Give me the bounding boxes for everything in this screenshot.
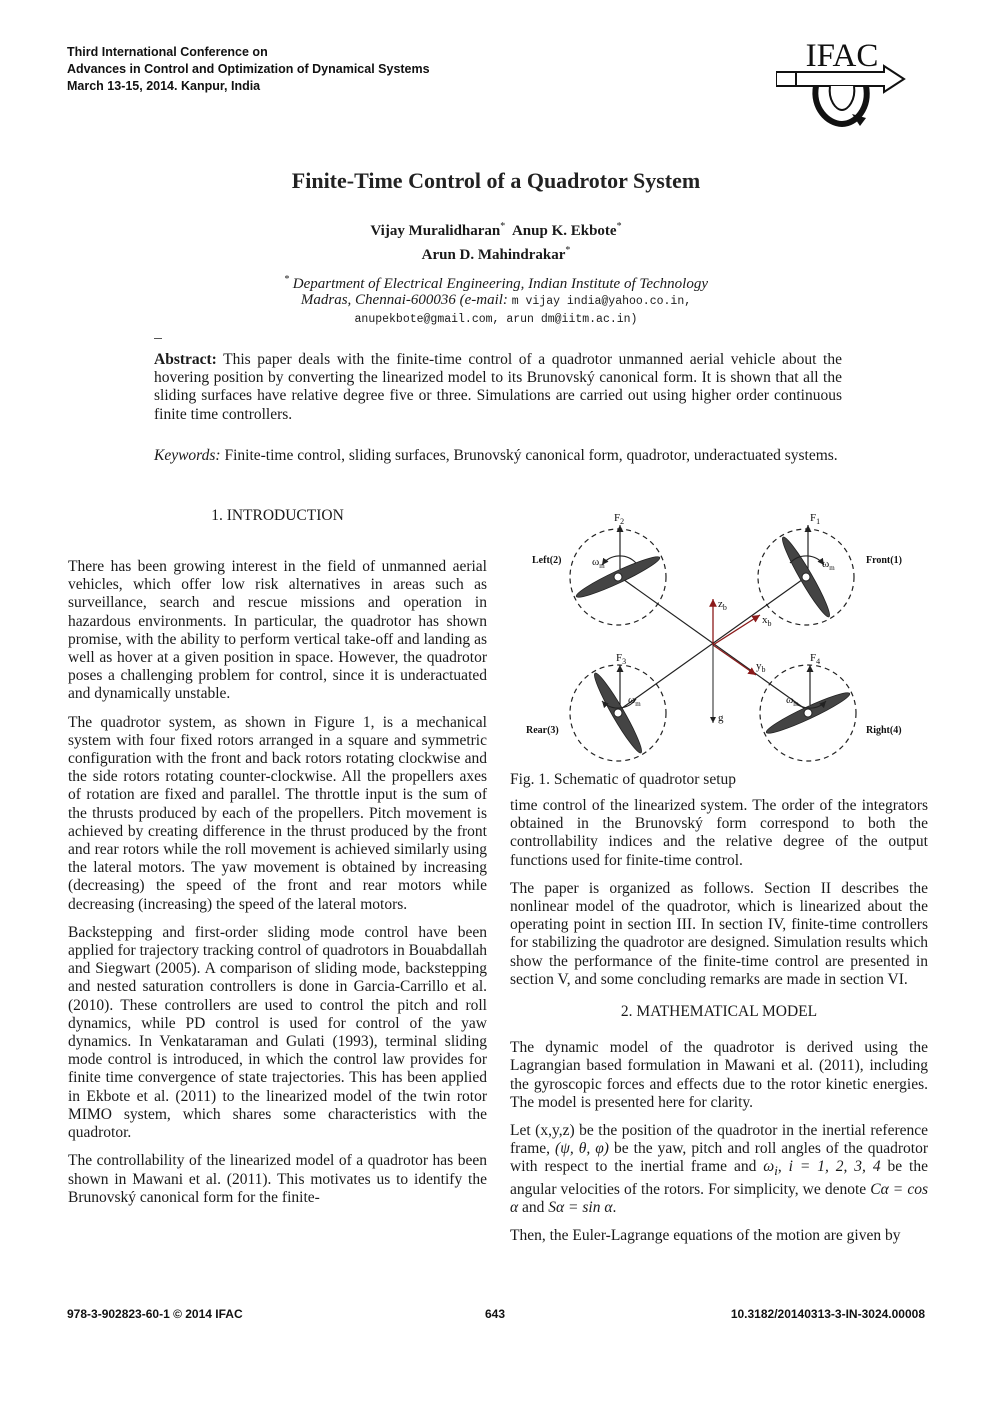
label-left-rotor: Left(2) [532,555,562,566]
authors-line-1 [0,217,992,241]
p4-text-f: . [612,1198,617,1216]
authors-block [0,217,992,265]
p4-text-e: and [518,1198,549,1216]
intro-paragraph-3: Backstepping and first-order sliding mode control have been applied for trajectory tracking control of quadrotors in Bouabdallah and Siegwart (2005). A comparison of sliding mode, backstepping and nested saturation controllers is done in Garcia-Carrillo et al. (2010). These controllers are used to control the pitch and roll dynamics, while PD control is used for control of the yaw dynamics. In Venkataraman and Gulati (1993), terminal sliding mode control is introduced, in which the control law provides for finite time convergence of state trajectories. This has been applied in Ekbote et al. (2011) to the linearized model of the twin rotor MIMO system, which shares some characteristics with the quadrotor. [68,923,487,1142]
footer-isbn: 978-3-902823-60-1 © 2014 IFAC [67,1307,243,1321]
label-yb: $y_b$ [756,660,766,674]
right-paragraph-1: time control of the linearized system. The order of the integrators obtained in the Brunovský form correspond to both the controllability indices and the relative degree of the output functions used for finite-time control. [510,797,928,869]
intro-paragraph-2: The quadrotor system, as shown in Figure 1, is a mechanical system with four fixed rotors arranged in a square and symmetric configuration with the front and back rotors rotating clockwise and the side rotors rotating counter-clockwise. All the propellers axes of rotation are fixed and parallel. The throttle input is the sum of the thrusts produced by each of the propellers. Pitch movement is achieved by creating difference in the thrust produced by the front and rear rotors while the roll movement is achieved similarly using the lateral motors. The yaw movement is obtained by increasing (decreasing) the speed of the front and rear motors while decreasing (increasing) the speed of the lateral motors. [68,713,487,913]
footer-doi: 10.3182/20140313-3-IN-3024.00008 [730,1307,925,1321]
p4-math-index: i = 1, 2, 3, 4 [788,1158,881,1176]
affiliation-line-1 [0,272,992,292]
label-zb: $z_b$ [718,598,727,612]
section-heading-introduction: 1. INTRODUCTION [211,507,344,524]
p4-text-c: , [777,1158,782,1176]
intro-paragraph-4: The controllability of the linearized model of a quadrotor has been shown in Mawani et al. (2011). This motivates us to identify the Brunovský canonical form for the finite- [68,1152,487,1206]
quadrotor-schematic-figure [510,505,928,767]
author-2: Anup K. Ekbote [511,223,617,239]
label-front-rotor: Front(1) [866,555,902,566]
author-2-mark: * [616,221,622,232]
abstract-label: Abstract: [154,351,217,368]
abstract-text: This paper deals with the finite-time control of a quadrotor unmanned aerial vehicle about the hovering position by converting the linearized model to its Brunovský canonical form. It is shown that all the sliding surfaces have relative degree five or three. Simulations are carried out using higher order continuous finite time controllers. [154,351,842,423]
paper-title: Finite-Time Control of a Quadrotor System [291,168,701,193]
right-paragraph-3: The dynamic model of the quadrotor is derived using the Lagrangian based formulation in Mawani et al. (2011), including the gyroscopic forces and effects due to the rotor kinetic energies. The model is presented here for clarity. [510,1039,928,1111]
abstract [154,351,842,424]
author-1: Vijay Muralidharan [370,223,501,239]
right-column [510,797,928,1255]
affiliation-block [0,272,992,328]
label-F4: $F_4$ [810,652,821,666]
right-paragraph-2: The paper is organized as follows. Section II describes the nonlinear model of the quadrotor, which is linearized about the operating point in section III. In section IV, finite-time controllers for stabilizing the quadrotor are designed. Simulation results which show the performance of the finite-time control are presented in section V, and some concluding remarks are made in section VI. [510,879,928,988]
keywords-label: Keywords: [154,447,221,464]
author-1-mark: * [500,221,506,232]
p4-math-sin: Sα = sin α [548,1198,613,1216]
authors-line-2 [0,241,992,265]
section-heading-mathematical-model: 2. MATHEMATICAL MODEL [620,1003,818,1021]
affiliation-line-2 [0,292,992,310]
right-paragraph-5: Then, the Euler-Lagrange equations of the motion are given by [510,1227,901,1245]
label-rear-rotor: Rear(3) [526,725,559,736]
figure-caption: Fig. 1. Schematic of quadrotor setup [510,771,736,788]
author-3: Arun D. Mahindrakar [421,247,566,263]
label-omega-front: $\omega_m$ [822,558,835,572]
keywords-text: Finite-time control, sliding surfaces, Brunovský canonical form, quadrotor, underactuated systems. [224,447,838,464]
p4-math-omega: ω [763,1158,775,1176]
label-xb: $x_b$ [762,614,772,628]
p4-text-d: be the angular velocities of the rotors. For simplicity, we denote [510,1158,928,1198]
label-right-rotor: Right(4) [866,725,902,736]
ifac-logo-text: IFAC [805,38,879,74]
affiliation-line-3 [0,310,992,328]
email-1: m vijay india@yahoo.co.in, [511,295,692,308]
email-2: anupekbote@gmail.com, arun dm@iitm.ac.in) [354,313,638,326]
label-F1: $F_1$ [810,512,821,526]
p4-text-a: Let (x,y,z) be the position of the quadrotor in the inertial reference frame, [510,1122,928,1158]
affiliation-city: Madras, Chennai-600036 (e-mail: [300,292,508,308]
right-paragraph-4 [510,1122,928,1217]
keywords [154,447,842,465]
affiliation-mark: * [284,274,290,285]
conference-line-3: March 13-15, 2014. Kanpur, India [67,79,261,93]
affiliation-department: Department of Electrical Engineering, Indian Institute of Technology [292,276,708,292]
label-F3: $F_3$ [616,652,627,666]
p4-math-omega-sub: i [774,1163,778,1179]
label-omega-right: $\omega_m$ [786,694,799,708]
label-gravity: g [718,712,724,724]
p4-text-b: be the yaw, pitch and roll angles of the quadrotor with respect to the inertial frame and [510,1140,929,1176]
left-column [68,558,487,1217]
label-omega-left: $\omega_m$ [592,556,605,570]
label-F2: $F_2$ [614,512,625,526]
footer-page-number: 643 [485,1307,506,1321]
intro-paragraph-1: There has been growing interest in the field of unmanned aerial vehicles, which offer low risk alternatives in areas such as surveillance, search and rescue missions and operation in hazardous environments. In particular, the quadrotor has shown promise, with the ability to perform vertical take-off and landing as well as hover at a given position in space. However, the quadrotor poses a challenging problem for control, since it is underactuated and dynamically unstable. [68,558,487,703]
p4-math-angles: (ψ, θ, φ) [555,1140,609,1158]
conference-line-1: Third International Conference on [67,45,268,59]
conference-line-2: Advances in Control and Optimization of Dynamical Systems [67,62,430,76]
author-3-mark: * [565,245,571,256]
separator-mark [154,338,162,339]
label-omega-rear: $\omega_m$ [628,694,641,708]
conference-header [67,44,430,95]
ifac-logo [776,36,908,128]
p4-math-cos: Cα = cos α [510,1180,928,1216]
